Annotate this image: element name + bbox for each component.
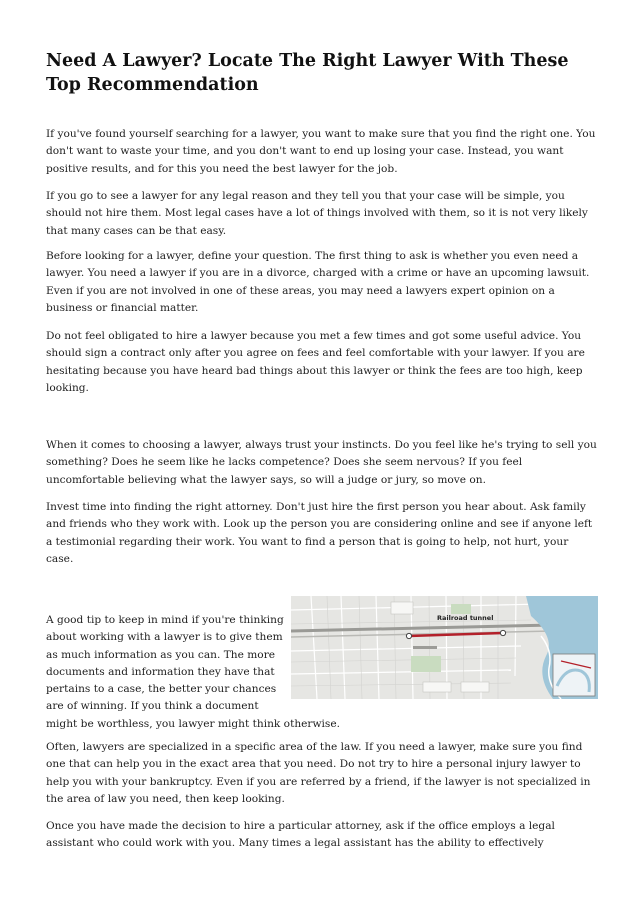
page-title: Need A Lawyer? Locate The Right Lawyer With These Top Recommendation	[46, 51, 569, 95]
paragraph-text: A good tip to keep in mind if you're thinking about working with a lawyer is to give them as much information as you can. The more documents and information they have that pertains to a case, the better your chances are of winning. If you think a document might be worthless, you lawyer might think otherwise.	[46, 614, 341, 730]
paragraph-with-image	[46, 612, 598, 733]
paragraph: Do not feel obligated to hire a lawyer because you met a few times and got some useful advice. You should sign a contract only after you agree on fees and feel comfortable with your lawyer. If you are hesitating because you have heard bad things about this lawyer or think the fees are too high, keep looking.	[46, 330, 585, 394]
paragraph: If you go to see a lawyer for any legal reason and they tell you that your case will be simple, you should not hire them. Most legal cases have a lot of things involved with them, so it is not very likely that many cases can be that easy.	[46, 190, 588, 237]
paragraph: Before looking for a lawyer, define your question. The first thing to ask is whether you even need a lawyer. You need a lawyer if you are in a divorce, charged with a crime or have an upcoming lawsuit. Even if you are not involved in one of these areas, you may need a lawyers expert opinion on a business or financial matter.	[46, 250, 590, 314]
map-label: Railroad tunnel	[437, 614, 494, 622]
paragraph: If you've found yourself searching for a lawyer, you want to make sure that you find the right one. You don't want to waste your time, and you don't want to end up losing your case. Instead, you want positive results, and for this you need the best lawyer for the job.	[46, 128, 596, 175]
paragraph: Once you have made the decision to hire a particular attorney, ask if the office employs a legal assistant who could work with you. Many times a legal assistant has the ability to effectively	[46, 820, 555, 850]
paragraph: Invest time into finding the right attorney. Don't just hire the first person you hear about. Ask family and friends who they work with. Look up the person you are considering online and see if anyone left a testimonial regarding their work. You want to find a person that is going to help, not hurt, your case.	[46, 501, 593, 565]
paragraph: Often, lawyers are specialized in a specific area of the law. If you need a lawyer, make sure you find one that can help you in the exact area that you need. Do not try to hire a personal injury lawyer to help you with your bankruptcy. Even if you are referred by a friend, if the lawyer is not specialized in the area of law you need, then keep looking.	[46, 741, 591, 805]
map-image	[291, 596, 598, 699]
paragraph: When it comes to choosing a lawyer, always trust your instincts. Do you feel like he's trying to sell you something? Does he seem like he lacks competence? Does she seem nervous? If you feel uncomfortable believing what the lawyer says, so will a judge or jury, so move on.	[46, 439, 597, 486]
